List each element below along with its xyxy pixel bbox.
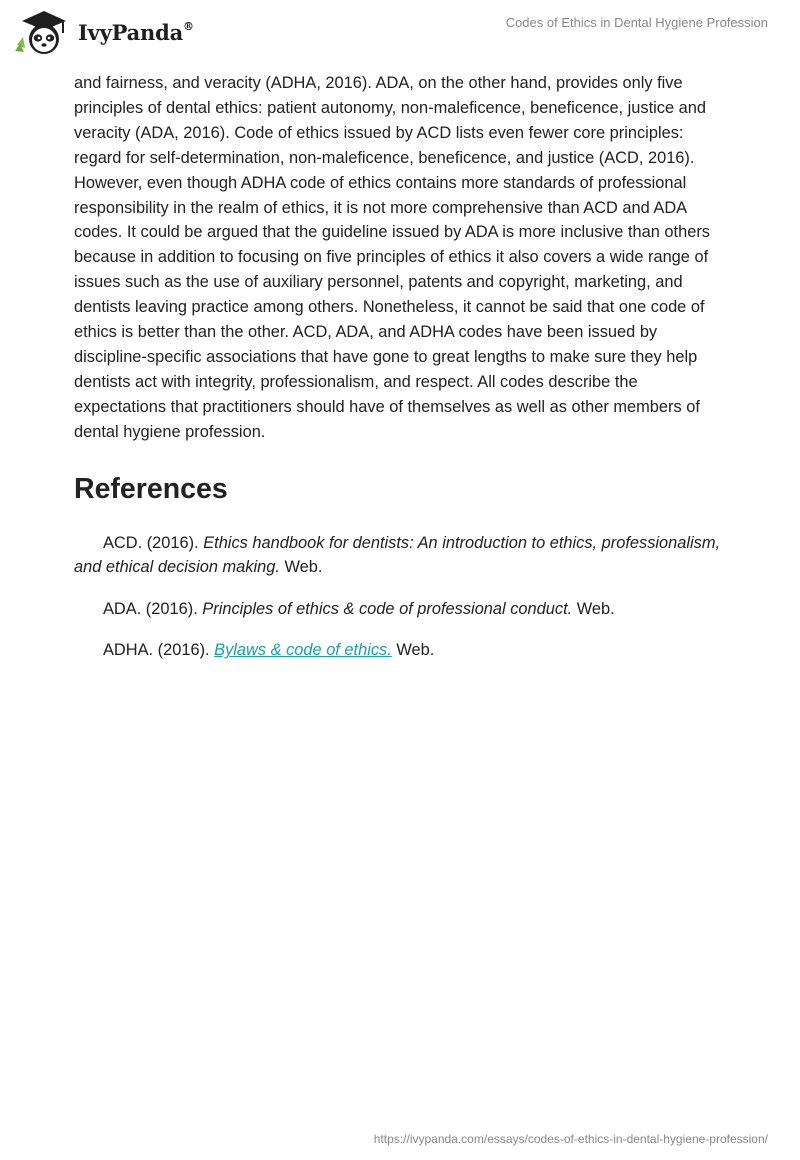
reference-link[interactable]: Bylaws & code of ethics.	[214, 641, 392, 660]
brand-name[interactable]	[78, 20, 194, 45]
references-heading: References	[74, 472, 228, 505]
brand-name-text: IvyPanda	[78, 20, 184, 45]
document-content	[74, 71, 734, 680]
reference-author-year: ADA. (2016).	[103, 599, 203, 618]
registered-mark: ®	[183, 20, 194, 33]
reference-suffix: Web.	[391, 641, 435, 660]
reference-item	[74, 597, 734, 622]
running-title: Codes of Ethics in Dental Hygiene Profession	[505, 15, 768, 30]
reference-title: Ethics handbook for dentists: An introduction to ethics, professionalism, and ethical decision making.	[74, 533, 721, 577]
reference-suffix: Web.	[572, 599, 615, 618]
footer-url[interactable]: https://ivypanda.com/essays/codes-of-ethics-in-dental-hygiene-profession/	[373, 1132, 768, 1146]
reference-list	[74, 531, 734, 663]
reference-author-year: ACD. (2016).	[103, 533, 204, 552]
ivypanda-logo-icon[interactable]	[14, 7, 74, 57]
body-paragraph: and fairness, and veracity (ADHA, 2016). ADA, on the other hand, provides only five principles of dental ethics: patient autonomy, non-maleficence, beneficence, justice and veracity (ADA, 2016). Code of ethics issued by ACD lists even fewer core principles: regard for self-determination, non-maleficence, beneficence, and justice (ACD, 2016). However, even though ADHA code of ethics contains more standards of professional responsibility in the realm of ethics, it is not more comprehensive than ACD and ADA codes. It could be argued that the guideline issued by ADA is more inclusive than others because in addition to focusing on five principles of ethics it also covers a wide range of issues such as the use of auxiliary personnel, patents and copyright, marketing, and dentists leaving practice among others. Nonetheless, it cannot be said that one code of ethics is better than the other. ACD, ADA, and ADHA codes have been issued by discipline-specific associations that have gone to great lengths to make sure they help dentists act with integrity, professionalism, and respect. All codes describe the expectations that practitioners should have of themselves as well as other members of dental hygiene profession.	[74, 74, 710, 441]
reference-suffix: Web.	[279, 558, 323, 577]
reference-item	[74, 531, 734, 580]
page-header	[0, 0, 800, 64]
reference-item	[74, 638, 734, 663]
reference-title: Principles of ethics & code of professional conduct.	[202, 599, 573, 618]
reference-author-year: ADHA. (2016).	[103, 641, 215, 660]
